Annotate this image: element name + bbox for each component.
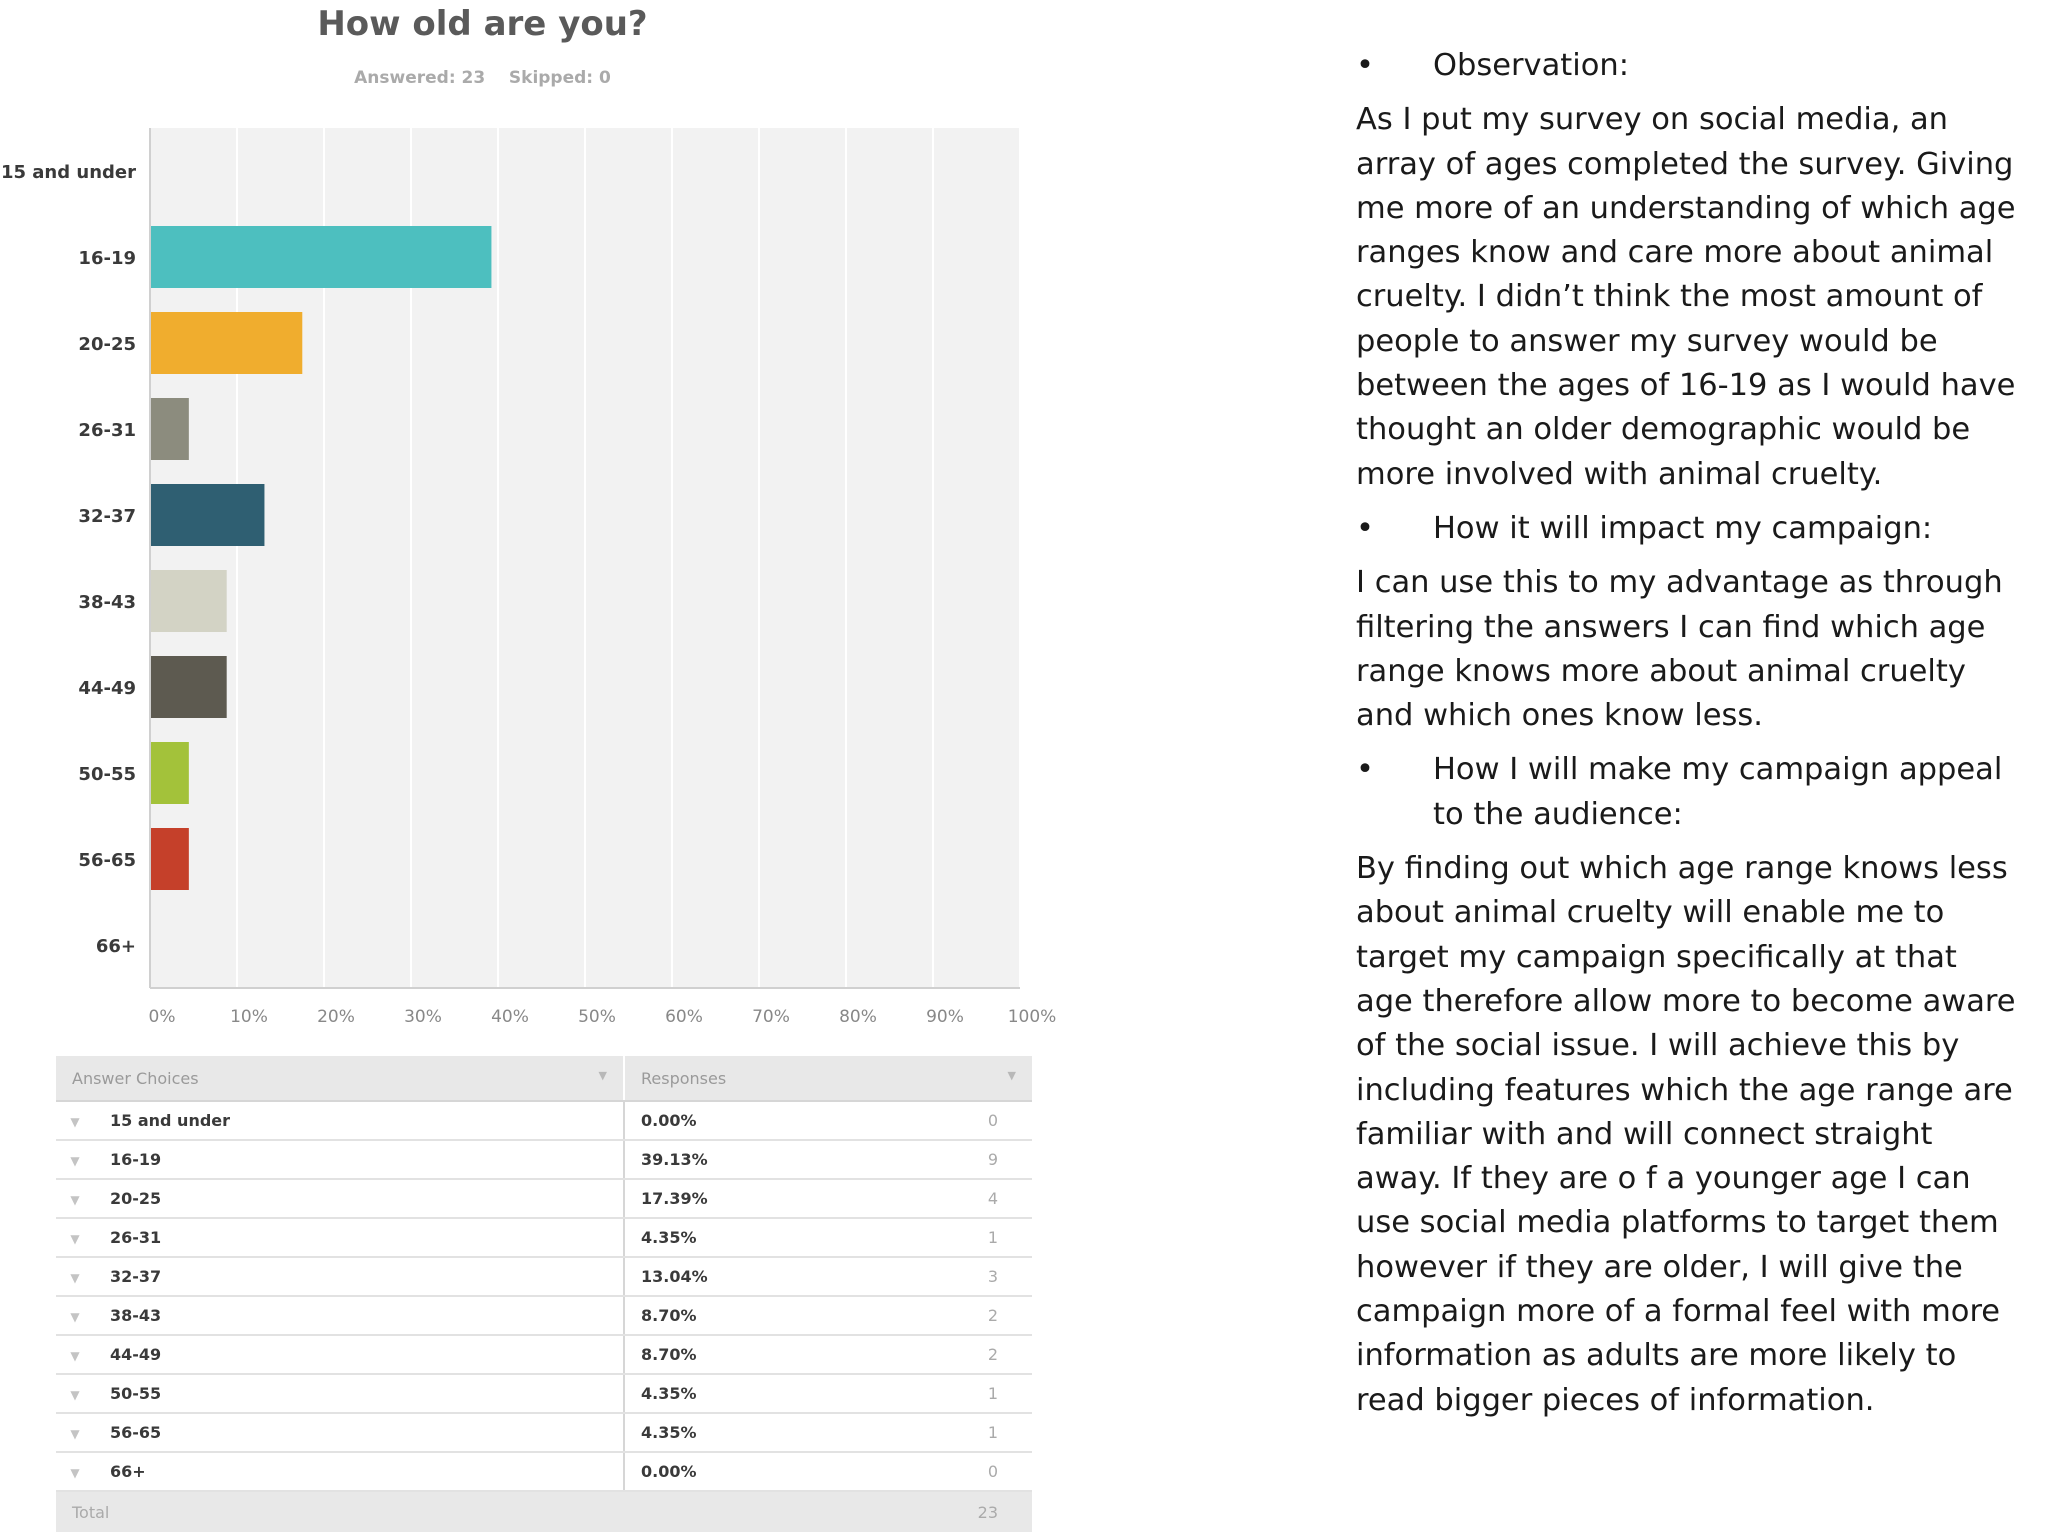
bar-32-37[interactable] [151,484,264,546]
table-row[interactable] [56,1452,1032,1491]
expand-chevron-icon[interactable]: ▼ [70,1466,80,1480]
sort-icon[interactable]: ▼ [598,1068,607,1082]
total-value: 23 [624,1491,1032,1532]
answer-choices-header[interactable] [56,1056,624,1101]
table-row[interactable] [56,1296,1032,1335]
response-percent: 39.13% [641,1150,708,1169]
expand-chevron-icon[interactable]: ▼ [70,1349,80,1363]
total-label: Total [56,1491,624,1532]
response-count[interactable]: 4 [987,1189,998,1208]
impact-paragraph: I can use this to my advantage as through filtering the answers I can find which age range knows more about animal cruelty and which ones know less. [1356,565,2003,734]
answer-choice-label: 26-31 [110,1228,162,1247]
x-axis-labels [149,1007,1057,1027]
expand-chevron-icon[interactable]: ▼ [70,1271,80,1285]
response-percent: 17.39% [641,1189,708,1208]
response-cell [624,1335,1032,1374]
x-tick-label: 30% [404,1007,442,1027]
y-category-label: 66+ [95,936,136,957]
table-total-row [56,1491,1032,1532]
skipped-count: Skipped: 0 [508,68,611,88]
response-cell [624,1179,1032,1218]
table-row[interactable] [56,1140,1032,1179]
x-tick-label: 70% [752,1007,790,1027]
response-percent: 0.00% [641,1462,697,1481]
answer-choice-label: 66+ [110,1462,146,1481]
response-count[interactable]: 0 [987,1462,998,1481]
expand-chevron-icon[interactable]: ▼ [70,1388,80,1402]
chart-title: How old are you? [317,4,648,44]
table-row[interactable] [56,1374,1032,1413]
x-tick-label: 100% [1007,1007,1057,1027]
expand-chevron-icon[interactable]: ▼ [70,1427,80,1441]
answer-choice-label: 15 and under [110,1111,231,1130]
bullet-label: How I will make my campaign appeal to the audience: [1433,752,2003,832]
answer-choice-label: 44-49 [110,1345,162,1364]
bar-50-55[interactable] [151,742,189,804]
y-category-label: 26-31 [78,420,136,441]
answer-choices-header-label: Answer Choices [72,1068,199,1088]
answer-choice-cell [56,1257,624,1296]
response-percent: 8.70% [641,1306,697,1325]
x-tick-label: 50% [578,1007,616,1027]
bullet-impact [1356,507,2016,551]
y-category-label: 32-37 [78,506,136,527]
response-percent: 4.35% [641,1228,697,1247]
response-count[interactable]: 2 [987,1345,998,1364]
answer-choice-cell [56,1374,624,1413]
table-row[interactable] [56,1218,1032,1257]
y-category-label: 56-65 [78,850,136,871]
answer-choice-cell [56,1218,624,1257]
y-category-label: 44-49 [78,678,136,699]
x-tick-label: 10% [230,1007,268,1027]
sort-icon[interactable]: ▼ [1007,1068,1016,1082]
bar-16-19[interactable] [151,226,491,288]
bullet-dot-icon: • [1356,48,1374,83]
bar-44-49[interactable] [151,656,227,718]
bullet-dot-icon: • [1356,752,1374,788]
x-tick-label: 90% [926,1007,964,1027]
y-category-label: 38-43 [78,592,136,613]
y-axis-labels [1,162,136,957]
response-percent: 13.04% [641,1267,708,1286]
response-percent: 4.35% [641,1384,697,1403]
response-count[interactable]: 2 [987,1306,998,1325]
expand-chevron-icon[interactable]: ▼ [70,1154,80,1168]
response-count[interactable]: 1 [987,1384,998,1403]
responses-header-label: Responses [641,1068,727,1088]
response-cell [624,1413,1032,1452]
answer-choice-cell [56,1413,624,1452]
x-tick-label: 40% [491,1007,529,1027]
table-row[interactable] [56,1101,1032,1140]
observation-paragraph: As I put my survey on social media, an array of ages completed the survey. Giving me more of an understanding of which age ranges know and care more about animal cruelty. I didn’t think the most amount of people to answer my survey would be between the ages of 16-19 as I would have thought an older demographic would be more involved with animal cruelty. [1356,102,2016,492]
y-category-label: 16-19 [78,248,136,269]
y-category-label: 20-25 [78,334,136,355]
response-cell [624,1374,1032,1413]
bullet-label: How it will impact my campaign: [1433,510,1933,546]
y-category-label: 50-55 [78,764,136,785]
response-count[interactable]: 1 [987,1228,998,1247]
bullet-dot-icon: • [1356,510,1374,546]
answer-choice-cell [56,1140,624,1179]
x-tick-label: 0% [148,1007,176,1027]
response-cell [624,1296,1032,1335]
expand-chevron-icon[interactable]: ▼ [70,1310,80,1324]
response-cell [624,1140,1032,1179]
answered-count: Answered: 23 [354,68,486,88]
table-row[interactable] [56,1257,1032,1296]
response-percent: 4.35% [641,1423,697,1442]
appeal-paragraph: By finding out which age range knows less about animal cruelty will enable me to target my campaign specifically at that age therefore allow more to become aware of the social issue. I will achieve this by including features which the age range are familiar with and will connect straight away. If they are o f a younger age I can use social media platforms to target them however if they are older, I will give the campaign more of a formal feel with more information as adults are more likely to read bigger pieces of information. [1356,851,2016,1418]
answer-choice-cell [56,1296,624,1335]
response-cell [624,1452,1032,1491]
answer-choice-cell [56,1179,624,1218]
expand-chevron-icon[interactable]: ▼ [70,1193,80,1207]
responses-table [56,1056,1032,1532]
table-row[interactable] [56,1179,1032,1218]
expand-chevron-icon[interactable]: ▼ [70,1115,80,1129]
answer-choice-cell [56,1335,624,1374]
response-count[interactable]: 1 [987,1423,998,1442]
x-tick-label: 80% [839,1007,877,1027]
response-percent: 0.00% [641,1111,697,1130]
bullet-appeal [1356,748,2016,837]
response-count[interactable]: 9 [987,1150,998,1169]
x-tick-label: 60% [665,1007,703,1027]
answer-choice-label: 32-37 [110,1267,162,1286]
response-cell [624,1257,1032,1296]
response-percent: 8.70% [641,1345,697,1364]
answer-choice-cell [56,1452,624,1491]
response-count[interactable]: 3 [987,1267,998,1286]
response-count[interactable]: 0 [987,1111,998,1130]
notes-panel [1356,44,2016,1433]
bar-chart [0,0,1057,1040]
answer-choice-label: 16-19 [110,1150,162,1169]
bar-26-31[interactable] [151,398,189,460]
expand-chevron-icon[interactable]: ▼ [70,1232,80,1246]
table-row[interactable] [56,1413,1032,1452]
table-header-row [56,1056,1032,1101]
bullet-observation [1356,44,2016,88]
y-category-label: 15 and under [0,162,136,183]
responses-header[interactable] [624,1056,1032,1101]
answer-choice-label: 38-43 [110,1306,162,1325]
bar-20-25[interactable] [151,312,302,374]
response-cell [624,1218,1032,1257]
answer-choice-cell [56,1101,624,1140]
answer-choice-label: 50-55 [110,1384,162,1403]
answer-choice-label: 20-25 [110,1189,162,1208]
x-tick-label: 20% [317,1007,355,1027]
response-cell [624,1101,1032,1140]
bar-56-65[interactable] [151,828,189,890]
bullet-label: Observation: [1433,48,1630,83]
table-row[interactable] [56,1335,1032,1374]
answer-choice-label: 56-65 [110,1423,162,1442]
bar-38-43[interactable] [151,570,227,632]
